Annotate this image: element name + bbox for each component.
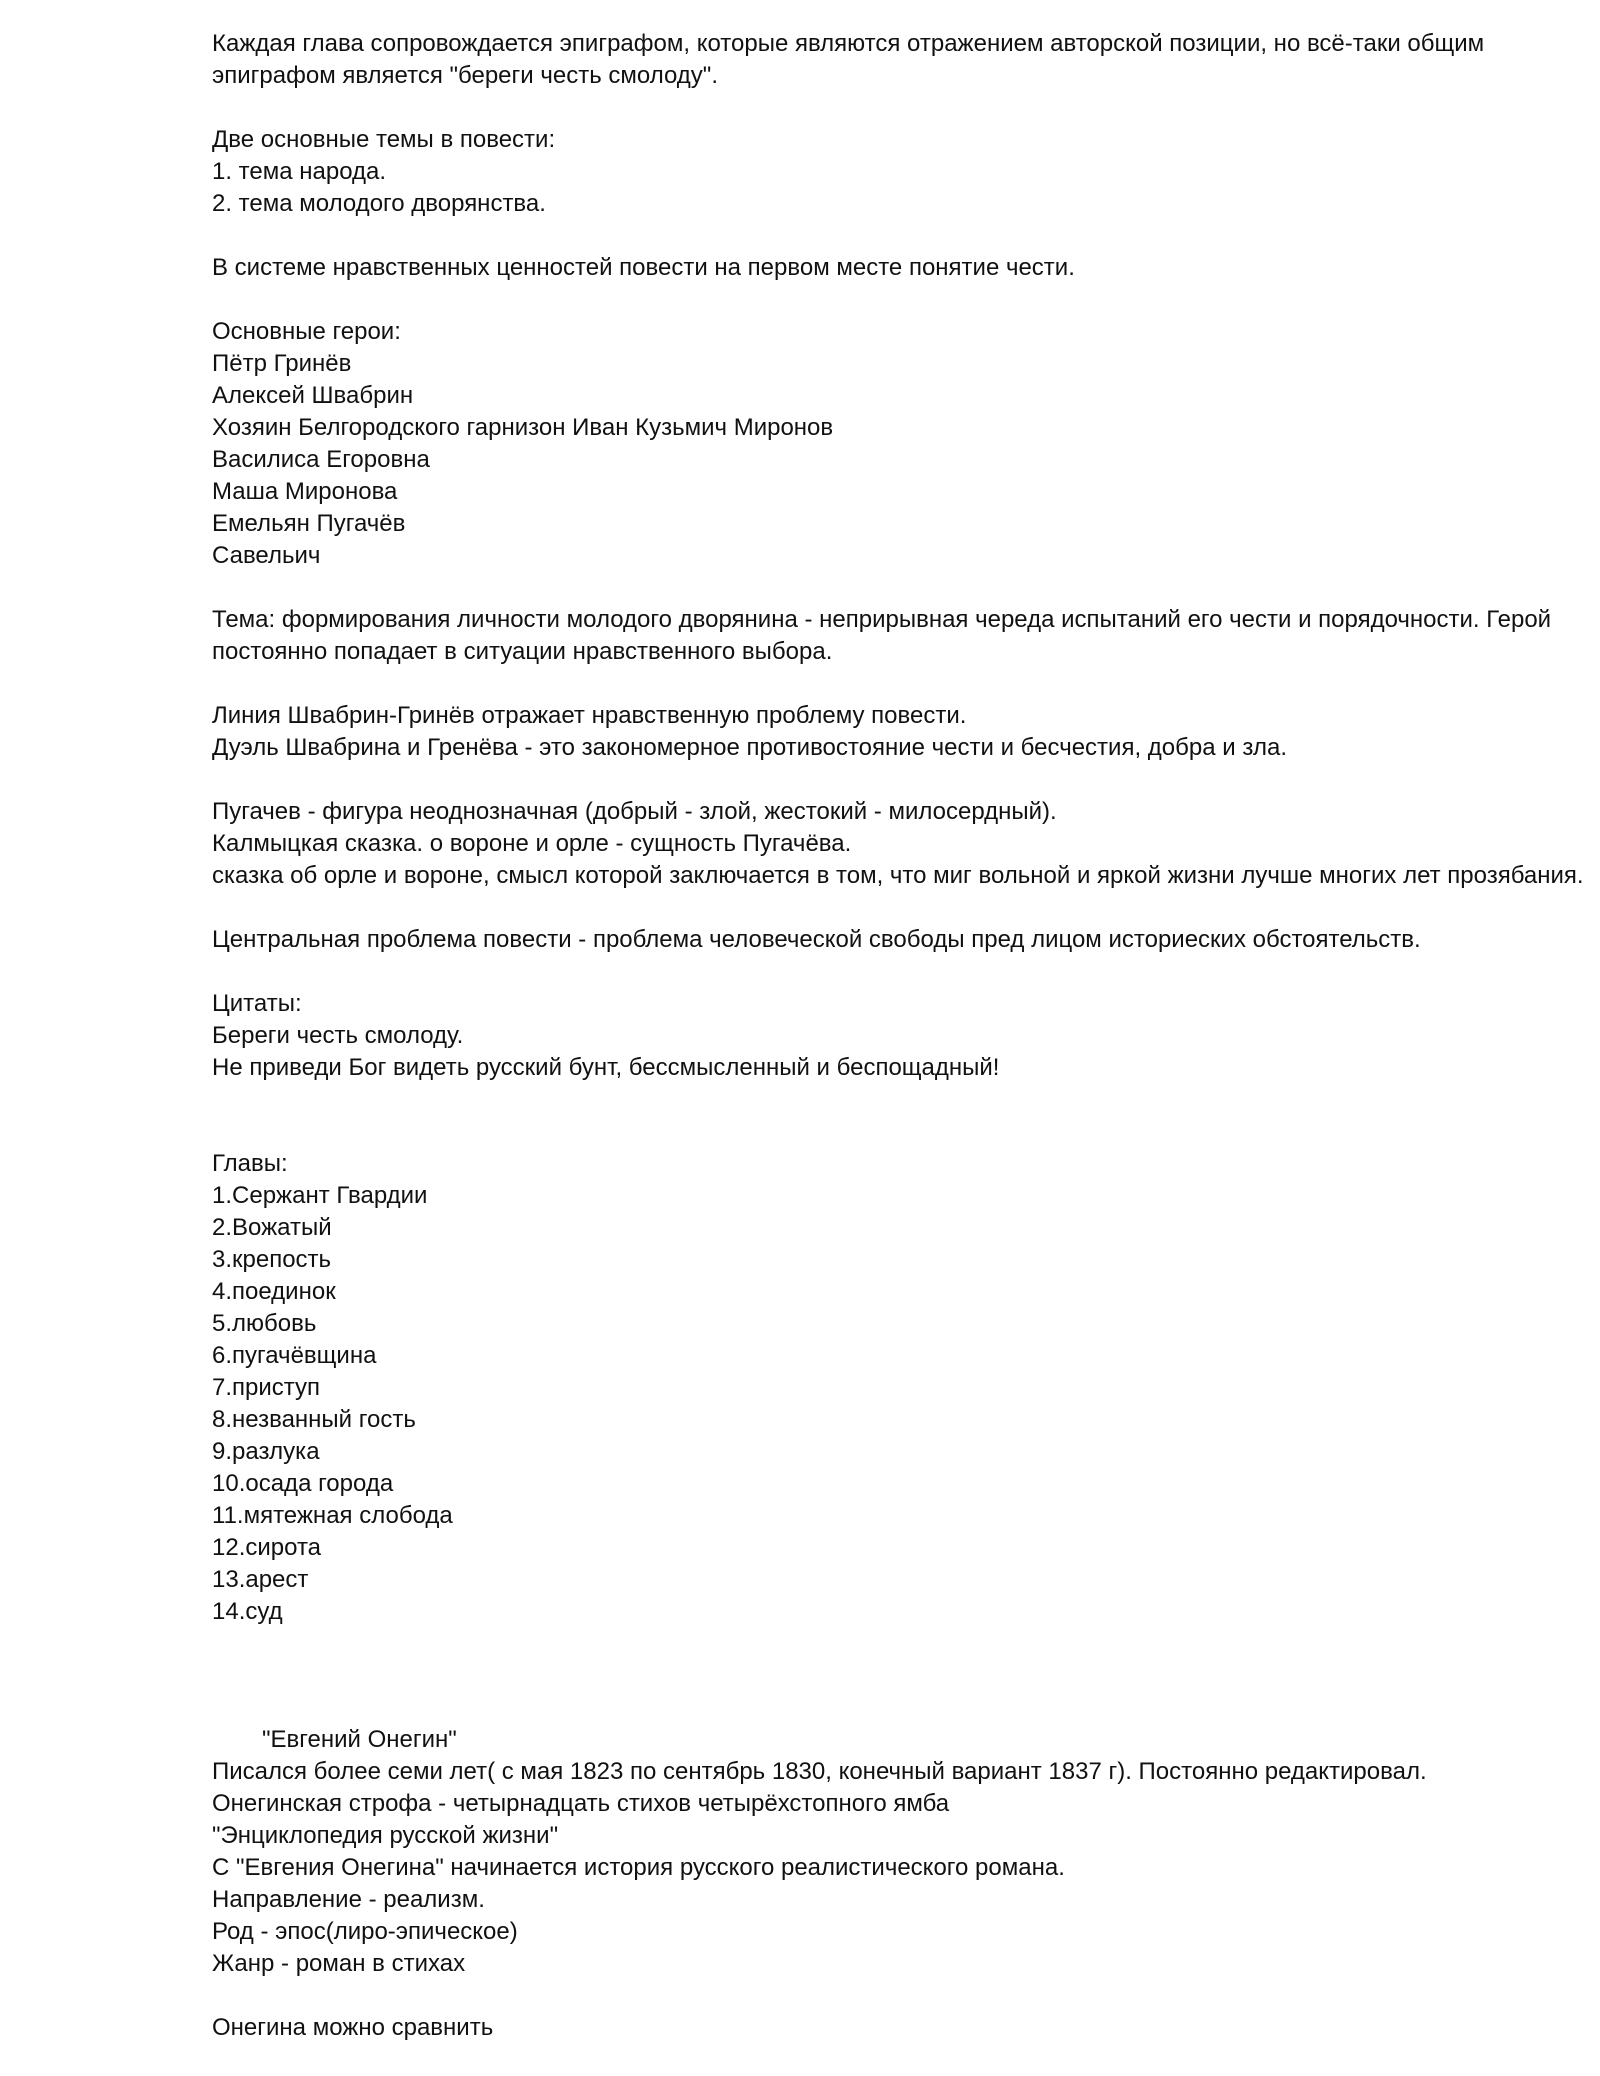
paragraph-text: Линия Швабрин-Гринёв отражает нравственную проблему повести. xyxy=(212,702,967,729)
list-item: Маша Миронова xyxy=(212,478,398,505)
paragraph-text: С "Евгения Онегина" начинается история русского реалистического романа. xyxy=(212,1854,1065,1881)
list-item: Алексей Швабрин xyxy=(212,382,414,409)
quotes-section xyxy=(212,988,1587,1084)
onegin-title: "Евгений Онегин" xyxy=(262,1726,457,1753)
chapter-item: 13.арест xyxy=(212,1566,309,1593)
paragraph-text: Направление - реализм. xyxy=(212,1886,485,1913)
paragraph-text: сказка об орле и вороне, смысл которой заключается в том, что миг вольной и яркой жизни лучше многих лет прозябания. xyxy=(212,862,1584,889)
quote-item: Береги честь смолоду. xyxy=(212,1022,464,1049)
paragraph-text: Род - эпос(лиро-эпическое) xyxy=(212,1918,518,1945)
paragraph-text: Жанр - роман в стихах xyxy=(212,1950,466,1977)
chapter-item: 11.мятежная слобода xyxy=(212,1502,453,1529)
chapter-item: 9.разлука xyxy=(212,1438,320,1465)
themes-heading: Две основные темы в повести: xyxy=(212,126,556,153)
paragraph-text: В системе нравственных ценностей повести на первом месте понятие чести. xyxy=(212,254,1075,281)
chapter-item: 5.любовь xyxy=(212,1310,317,1337)
paragraph-text: Тема: формирования личности молодого дворянина - неприрывная череда испытаний его чести и порядочности. Герой постоянно попадает в ситуации нравственного выбора. xyxy=(212,606,1552,665)
chapter-item: 8.незванный гость xyxy=(212,1406,416,1433)
chapter-item: 7.приступ xyxy=(212,1374,321,1401)
chapter-item: 2.Вожатый xyxy=(212,1214,332,1241)
paragraph-text: Онегина можно сравнить xyxy=(212,2014,494,2041)
theme-paragraph xyxy=(212,604,1587,668)
chapter-item: 1.Сержант Гвардии xyxy=(212,1182,428,1209)
onegin-section xyxy=(212,1724,1587,1980)
chapters-section xyxy=(212,1148,1587,1628)
paragraph-text: Онегинская строфа - четырнадцать стихов четырёхстопного ямба xyxy=(212,1790,950,1817)
paragraph-text: Пугачев - фигура неоднозначная (добрый - злой, жестокий - милосердный). xyxy=(212,798,1057,825)
paragraph-text: Центральная проблема повести - проблема человеческой свободы пред лицом историеских обстоятельств. xyxy=(212,926,1421,953)
list-item: 1. тема народа. xyxy=(212,158,387,185)
values-paragraph xyxy=(212,252,1587,284)
central-problem-paragraph xyxy=(212,924,1587,956)
themes-section xyxy=(212,124,1587,220)
heroes-heading: Основные герои: xyxy=(212,318,401,345)
chapters-heading: Главы: xyxy=(212,1150,288,1177)
document-page xyxy=(212,28,1587,2076)
paragraph-text: Писался более семи лет( с мая 1823 по сентябрь 1830, конечный вариант 1837 г). Постоянно редактировал. xyxy=(212,1758,1427,1785)
pugachev-section xyxy=(212,796,1587,892)
chapter-item: 6.пугачёвщина xyxy=(212,1342,377,1369)
quotes-heading: Цитаты: xyxy=(212,990,302,1017)
paragraph-text: Калмыцкая сказка. о вороне и орле - сущность Пугачёва. xyxy=(212,830,852,857)
list-item: Савельич xyxy=(212,542,321,569)
list-item: 2. тема молодого дворянства. xyxy=(212,190,546,217)
chapter-item: 10.осада города xyxy=(212,1470,394,1497)
shvabrin-grinev-section xyxy=(212,700,1587,764)
chapter-item: 12.сирота xyxy=(212,1534,322,1561)
list-item: Василиса Егоровна xyxy=(212,446,430,473)
heroes-section xyxy=(212,316,1587,572)
list-item: Пётр Гринёв xyxy=(212,350,352,377)
paragraph-text: Дуэль Швабрина и Гренёва - это закономерное противостояние чести и бесчестия, добра и зла. xyxy=(212,734,1288,761)
epigraph-paragraph xyxy=(212,28,1587,92)
paragraph-text: Каждая глава сопровождается эпиграфом, которые являются отражением авторской позиции, но всё-таки общим эпиграфом является "береги честь смолоду". xyxy=(212,30,1485,89)
onegin-closing xyxy=(212,2012,1587,2044)
chapter-item: 14.суд xyxy=(212,1598,283,1625)
paragraph-text: "Энциклопедия русской жизни" xyxy=(212,1822,559,1849)
chapter-item: 3.крепость xyxy=(212,1246,332,1273)
list-item: Хозяин Белгородского гарнизон Иван Кузьмич Миронов xyxy=(212,414,834,441)
quote-item: Не приведи Бог видеть русский бунт, бессмысленный и беспощадный! xyxy=(212,1054,1000,1081)
chapter-item: 4.поединок xyxy=(212,1278,336,1305)
list-item: Емельян Пугачёв xyxy=(212,510,406,537)
